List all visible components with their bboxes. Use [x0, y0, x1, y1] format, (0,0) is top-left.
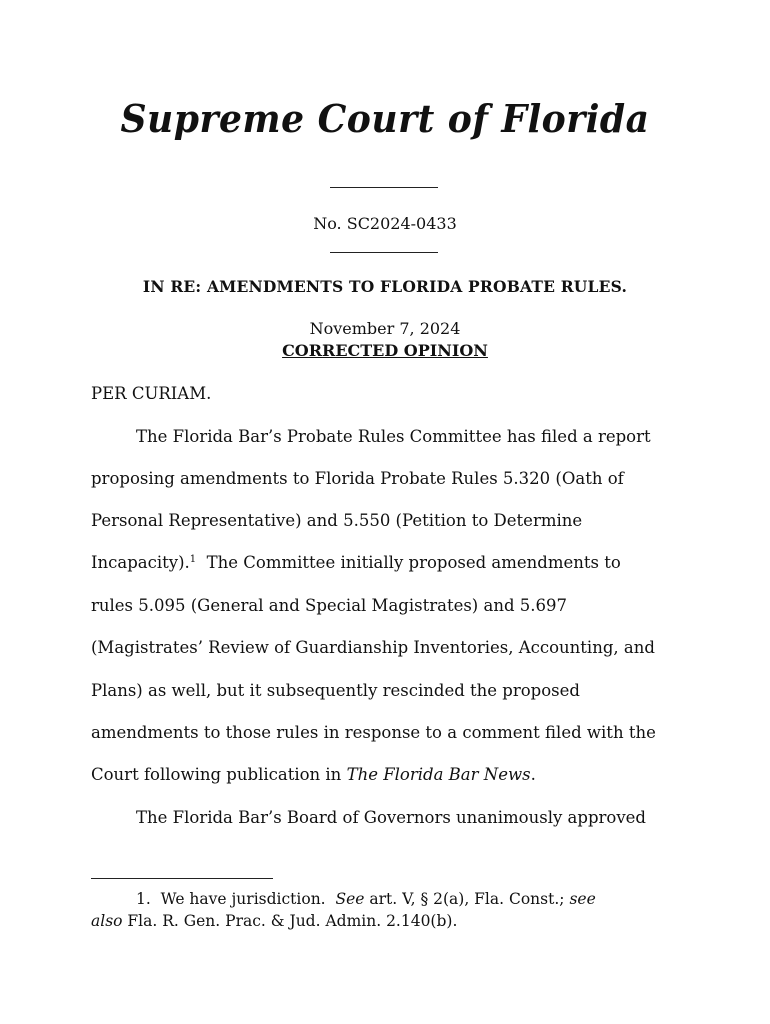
opinion-date: November 7, 2024 — [309, 319, 461, 338]
paragraph-1-line-4-text-a: Incapacity). — [91, 553, 190, 572]
footnote-signal-also: also — [91, 912, 123, 930]
paragraph-1-line-6: (Magistrates’ Review of Guardianship Inventories, Accounting, and — [91, 638, 655, 657]
paragraph-1-line-1: The Florida Bar’s Probate Rules Committee has filed a report — [136, 427, 651, 446]
footnote-text-b: art. V, § 2(a), Fla. Const.; — [369, 890, 565, 908]
paragraph-1-line-9 — [91, 765, 536, 784]
footnote-divider — [91, 878, 273, 879]
paragraph-1-line-3: Personal Representative) and 5.550 (Petition to Determine — [91, 511, 583, 530]
case-caption: IN RE: AMENDMENTS TO FLORIDA PROBATE RULES. — [142, 277, 628, 296]
footnote-line-2 — [91, 912, 457, 930]
footnote-reference[interactable]: 1 — [189, 554, 197, 565]
paragraph-1-line-2: proposing amendments to Florida Probate Rules 5.320 (Oath of — [91, 469, 624, 488]
footnote-text-a: We have jurisdiction. — [160, 890, 326, 908]
paragraph-2-line-1: The Florida Bar’s Board of Governors unanimously approved — [136, 808, 646, 827]
paragraph-1-line-9-text-b: . — [530, 765, 536, 784]
footnote-line-1 — [136, 890, 596, 908]
top-divider — [330, 187, 438, 188]
footnote-signal-see-2: see — [569, 890, 596, 908]
case-number-divider — [330, 252, 438, 253]
corrected-opinion-label: CORRECTED OPINION — [282, 341, 488, 360]
paragraph-1-line-9-text-a: Court following publication in — [91, 765, 347, 784]
paragraph-1-line-4 — [91, 553, 621, 572]
per-curiam: PER CURIAM. — [91, 384, 212, 403]
paragraph-1-line-5: rules 5.095 (General and Special Magistrates) and 5.697 — [91, 596, 567, 615]
paragraph-1-line-7: Plans) as well, but it subsequently rescinded the proposed — [91, 681, 580, 700]
paragraph-1-line-8: amendments to those rules in response to a comment filed with the — [91, 723, 656, 742]
footnote-text-c: Fla. R. Gen. Prac. & Jud. Admin. 2.140(b). — [127, 912, 458, 930]
case-number: No. SC2024-0433 — [313, 214, 457, 233]
footnote-number: 1. — [136, 890, 151, 908]
footnote-signal-see: See — [335, 890, 365, 908]
publication-title: The Florida Bar News — [346, 765, 531, 784]
paragraph-1-line-4-text-b: The Committee initially proposed amendments to — [206, 553, 621, 572]
court-name-heading: Supreme Court of Florida — [120, 96, 650, 141]
